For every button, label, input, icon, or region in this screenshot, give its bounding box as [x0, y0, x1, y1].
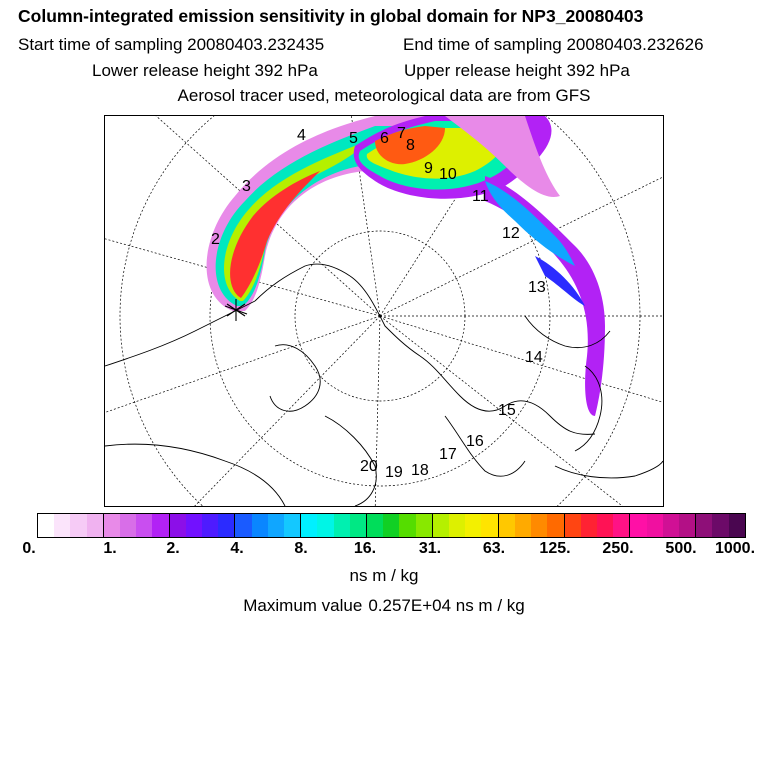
colorbar-swatch [547, 514, 564, 537]
day-label: 6 [380, 130, 389, 147]
day-label: 3 [242, 178, 251, 195]
colorbar-swatch [481, 514, 498, 537]
colorbar-swatch [696, 514, 712, 537]
colorbar-swatch [383, 514, 399, 537]
colorbar-swatch [515, 514, 531, 537]
day-label: 14 [525, 349, 543, 366]
day-label: 7 [397, 125, 406, 142]
colorbar-tick: 4. [230, 540, 244, 557]
day-label: 12 [502, 225, 520, 242]
colorbar-tick: 250. [602, 540, 634, 557]
colorbar-swatch [38, 514, 54, 537]
colorbar-tick: 0. [22, 540, 36, 557]
day-label: 13 [528, 279, 546, 296]
day-label: 9 [424, 160, 433, 177]
colorbar-swatch [663, 514, 679, 537]
colorbar-swatch [647, 514, 663, 537]
colorbar-swatch [317, 514, 333, 537]
colorbar-tick: 125. [539, 540, 571, 557]
colorbar-swatch [399, 514, 415, 537]
colorbar-tick-labels [0, 540, 768, 560]
colorbar-swatch [597, 514, 613, 537]
colorbar-swatch [152, 514, 169, 537]
colorbar-tick: 8. [294, 540, 308, 557]
day-label: 17 [439, 446, 457, 463]
colorbar-swatch [136, 514, 152, 537]
day-label: 16 [466, 433, 484, 450]
day-label: 2 [211, 231, 220, 248]
colorbar-swatch [499, 514, 515, 537]
colorbar-swatch [531, 514, 547, 537]
colorbar-swatch [367, 514, 383, 537]
colorbar-swatch [433, 514, 449, 537]
colorbar-tick: 63. [482, 540, 506, 557]
day-label: 5 [349, 130, 358, 147]
colorbar-swatch [54, 514, 70, 537]
colorbar-swatch [104, 514, 120, 537]
end-time: End time of sampling 20080403.232626 [403, 35, 704, 54]
start-time: Start time of sampling 20080403.232435 [18, 35, 325, 54]
colorbar-swatch [630, 514, 646, 537]
colorbar-swatch [268, 514, 284, 537]
colorbar-swatch [70, 514, 86, 537]
day-label: 19 [385, 464, 403, 481]
max-value [0, 596, 768, 616]
colorbar-swatch [334, 514, 350, 537]
colorbar-swatch [729, 514, 745, 537]
sampling-times [18, 35, 758, 55]
colorbar-swatch [235, 514, 251, 537]
polar-map [105, 116, 663, 506]
lower-release-height: Lower release height 392 hPa [92, 61, 318, 80]
colorbar-swatch [218, 514, 235, 537]
colorbar-tick: 16. [353, 540, 377, 557]
colorbar-swatch [712, 514, 728, 537]
colorbar-swatch [581, 514, 597, 537]
colorbar [37, 513, 746, 538]
colorbar-swatch [416, 514, 433, 537]
colorbar-swatch [679, 514, 696, 537]
day-label: 10 [439, 166, 457, 183]
unit-label: ns m / kg [349, 566, 419, 585]
colorbar-swatch [465, 514, 481, 537]
map-panel [104, 115, 664, 507]
colorbar-swatch [186, 514, 202, 537]
max-value-number: 0.257E+04 ns m / kg [368, 596, 525, 615]
colorbar-swatch [284, 514, 301, 537]
day-label: 11 [472, 188, 489, 205]
colorbar-tick: 500. [665, 540, 697, 557]
colorbar-tick: 1000. [714, 540, 756, 557]
colorbar-swatch [449, 514, 465, 537]
plot-title: Column-integrated emission sensitivity in global domain for NP3_20080403 [18, 6, 644, 26]
colorbar-swatch [202, 514, 218, 537]
colorbar-swatch [252, 514, 268, 537]
colorbar-swatch [565, 514, 581, 537]
colorbar-tick: 2. [166, 540, 180, 557]
colorbar-swatch [120, 514, 136, 537]
max-value-label: Maximum value [243, 596, 363, 615]
day-label: 20 [360, 458, 378, 475]
colorbar-tick: 31. [418, 540, 442, 557]
sensitivity-plume [207, 116, 605, 416]
day-label: 18 [411, 462, 429, 479]
colorbar-swatch [613, 514, 630, 537]
day-label: 4 [297, 127, 306, 144]
day-label: 15 [498, 402, 516, 419]
upper-release-height: Upper release height 392 hPa [404, 61, 630, 80]
colorbar-swatch [87, 514, 104, 537]
colorbar-swatch [301, 514, 317, 537]
release-heights [92, 61, 768, 81]
colorbar-swatch [170, 514, 186, 537]
colorbar-tick: 1. [103, 540, 117, 557]
tracer-info: Aerosol tracer used, meteorological data are from GFS [177, 86, 591, 105]
colorbar-swatch [350, 514, 367, 537]
day-label: 8 [406, 137, 415, 154]
